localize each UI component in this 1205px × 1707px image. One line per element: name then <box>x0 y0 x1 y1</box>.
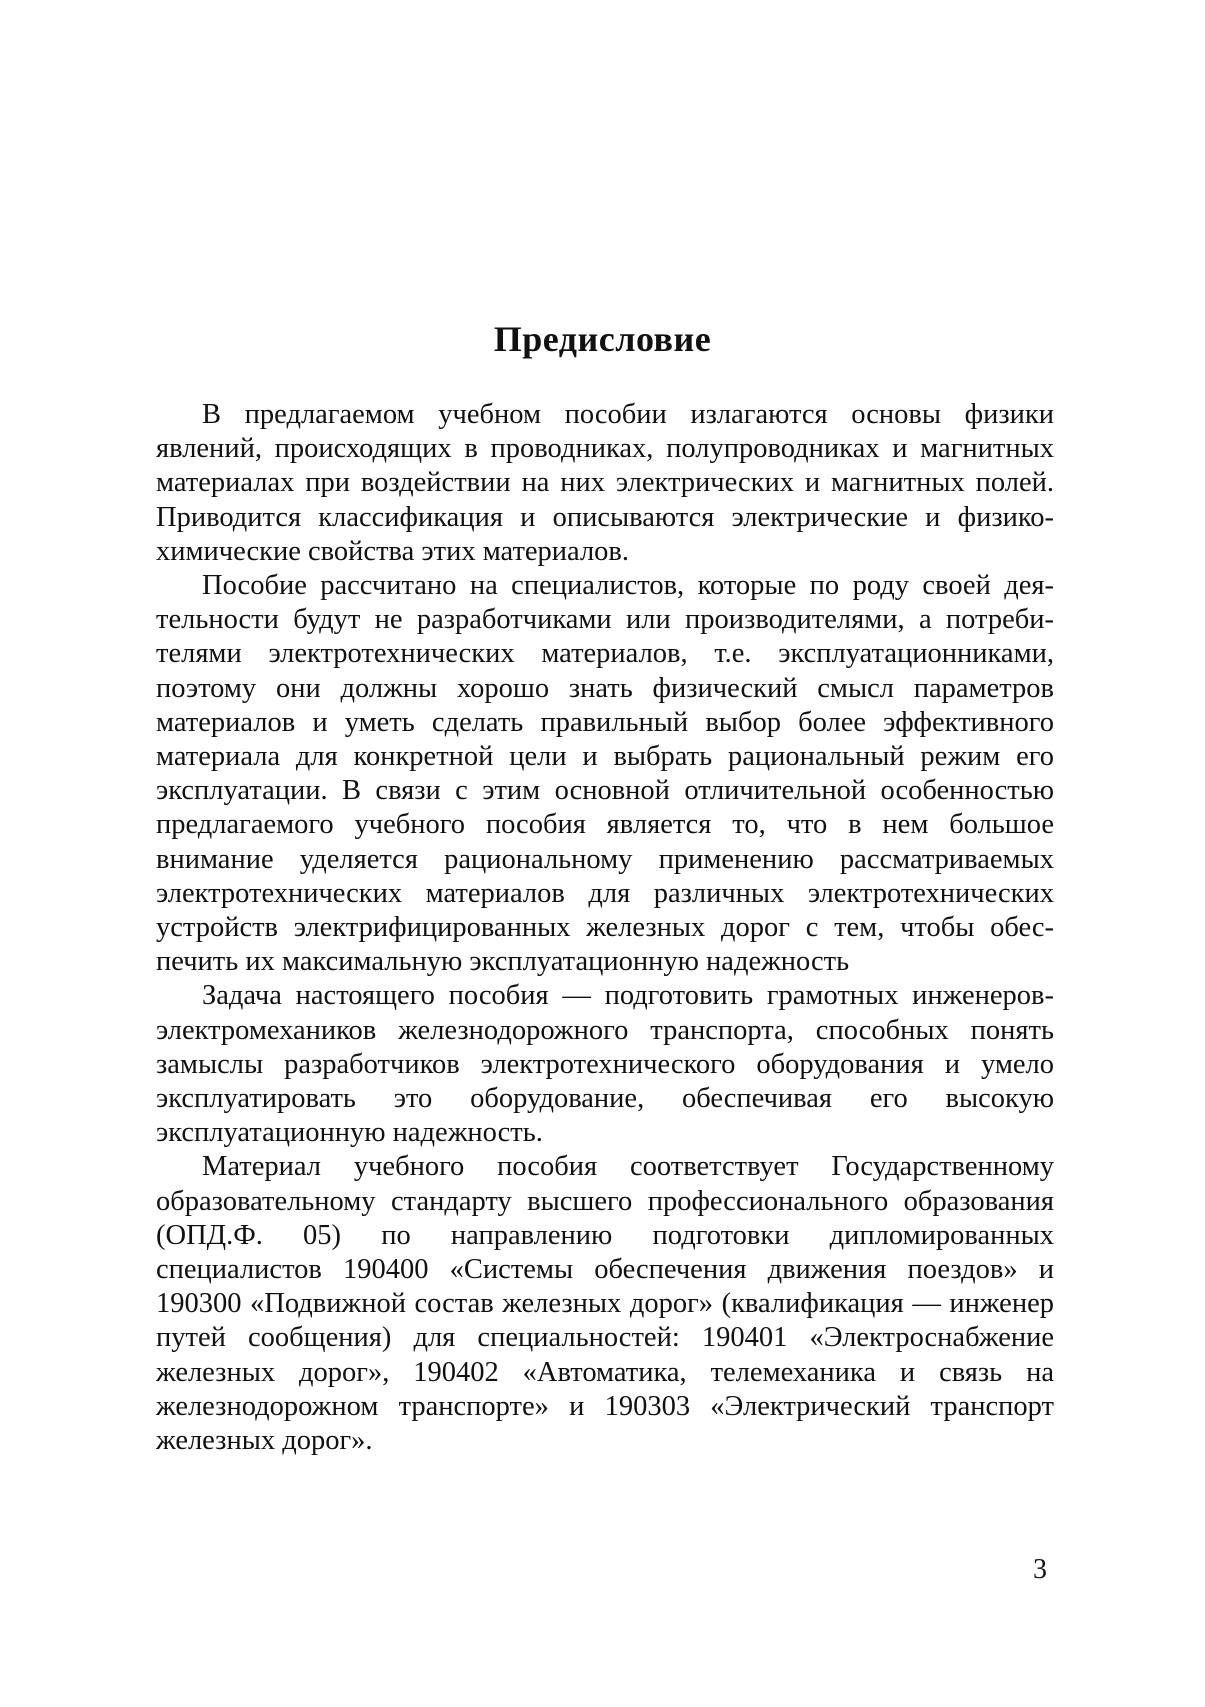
body-text <box>156 398 1054 1458</box>
paragraph-3: Задача настоящего пособия — подготовить грамотных инженеров-электромехаников железнодорожного транспорта, способных понять замыслы разработчиков электротехнического оборудования и умело эксплуатировать это оборудование, обеспечивая его высокую эксплуатационную надежность. <box>156 980 1054 1149</box>
page-title: Предисловие <box>493 319 712 359</box>
page-number: 3 <box>1033 1554 1047 1585</box>
paragraph-1: В предлагаемом учебном пособии излагаются основы физики явлений, происходящих в проводниках, полупроводниках и магнитных материалах при воздействии на них электрических и магнитных полей. Приводится классификация и описываются электрические и физико-химические свойства этих материалов. <box>156 399 1054 567</box>
paragraph-2: Пособие рассчитано на специалистов, которые по роду своей деятельности будут не разработчиками или производителями, а потребителями электротехнических материалов, т.е. эксплуатационниками, поэтому они должны хорошо знать физический смысл параметров материалов и уметь сделать правильный выбор более эффективного материала для конкретной цели и выбрать рациональный режим его эксплуатации. В связи с этим основной отличительной особенностью предлагаемого учебного пособия является то, что в нем большое внимание уделяется рациональному применению рассматриваемых электротехнических материалов для различных электротехнических устройств электрифицированных железных дорог с тем, чтобы обеспечить их максимальную эксплуатационную надежность <box>156 570 1054 978</box>
paragraph-4: Материал учебного пособия соответствует Государственному образовательному стандарту высшего профессионального образования (ОПД.Ф. 05) по направлению подготовки дипломированных специалистов 190400 «Системы обеспечения движения поездов» и 190300 «Подвижной состав железных дорог» (квалификация — инженер путей сообщения) для специальностей: 190401 «Электроснабжение железных дорог», 190402 «Автоматика, телемеханика и связь на железнодорожном транспорте» и 190303 «Электрический транспорт железных дорог». <box>156 1151 1054 1457</box>
